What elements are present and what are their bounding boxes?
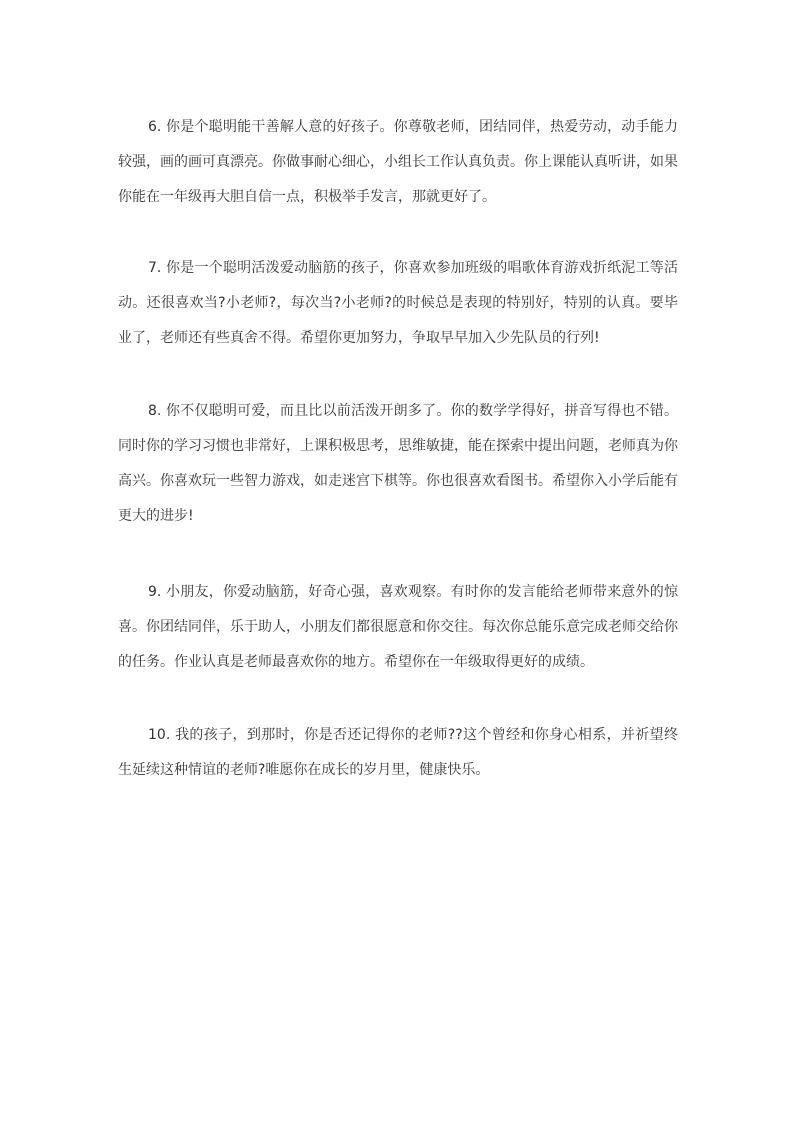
paragraph-7: 7. 你是一个聪明活泼爱动脑筋的孩子，你喜欢参加班级的唱歌体育游戏折纸泥工等活动。还很喜欢当?小老师?，每次当?小老师?的时候总是表现的特别好，特别的认真。要毕业了，老师还有些真舍不得。希望你更加努力，争取早早加入少先队员的行列! bbox=[118, 260, 678, 346]
paragraph-6: 6. 你是个聪明能干善解人意的好孩子。你尊敬老师，团结同伴，热爱劳动，动手能力较强，画的画可真漂亮。你做事耐心细心，小组长工作认真负责。你上课能认真听讲，如果你能在一年级再大胆自信一点，积极举手发言，那就更好了。 bbox=[118, 119, 678, 205]
paragraph-8: 8. 你不仅聪明可爱，而且比以前活泼开朗多了。你的数学学得好，拼音写得也不错。同时你的学习习惯也非常好，上课积极思考，思维敏捷，能在探索中提出问题，老师真为你高兴。你喜欢玩一些智力游戏，如走迷宫下棋等。你也很喜欢看图书。希望你入小学后能有更大的进步! bbox=[118, 403, 678, 524]
paragraph-10: 10. 我的孩子，到那时，你是否还记得你的老师??这个曾经和你身心相系，并祈望终生延续这种情谊的老师?唯愿你在成长的岁月里，健康快乐。 bbox=[118, 727, 678, 778]
paragraph-9: 9. 小朋友，你爱动脑筋，好奇心强，喜欢观察。有时你的发言能给老师带来意外的惊喜。你团结同伴，乐于助人，小朋友们都很愿意和你交往。每次你总能乐意完成老师交给你的任务。作业认真是老师最喜欢你的地方。希望你在一年级取得更好的成绩。 bbox=[118, 584, 678, 670]
